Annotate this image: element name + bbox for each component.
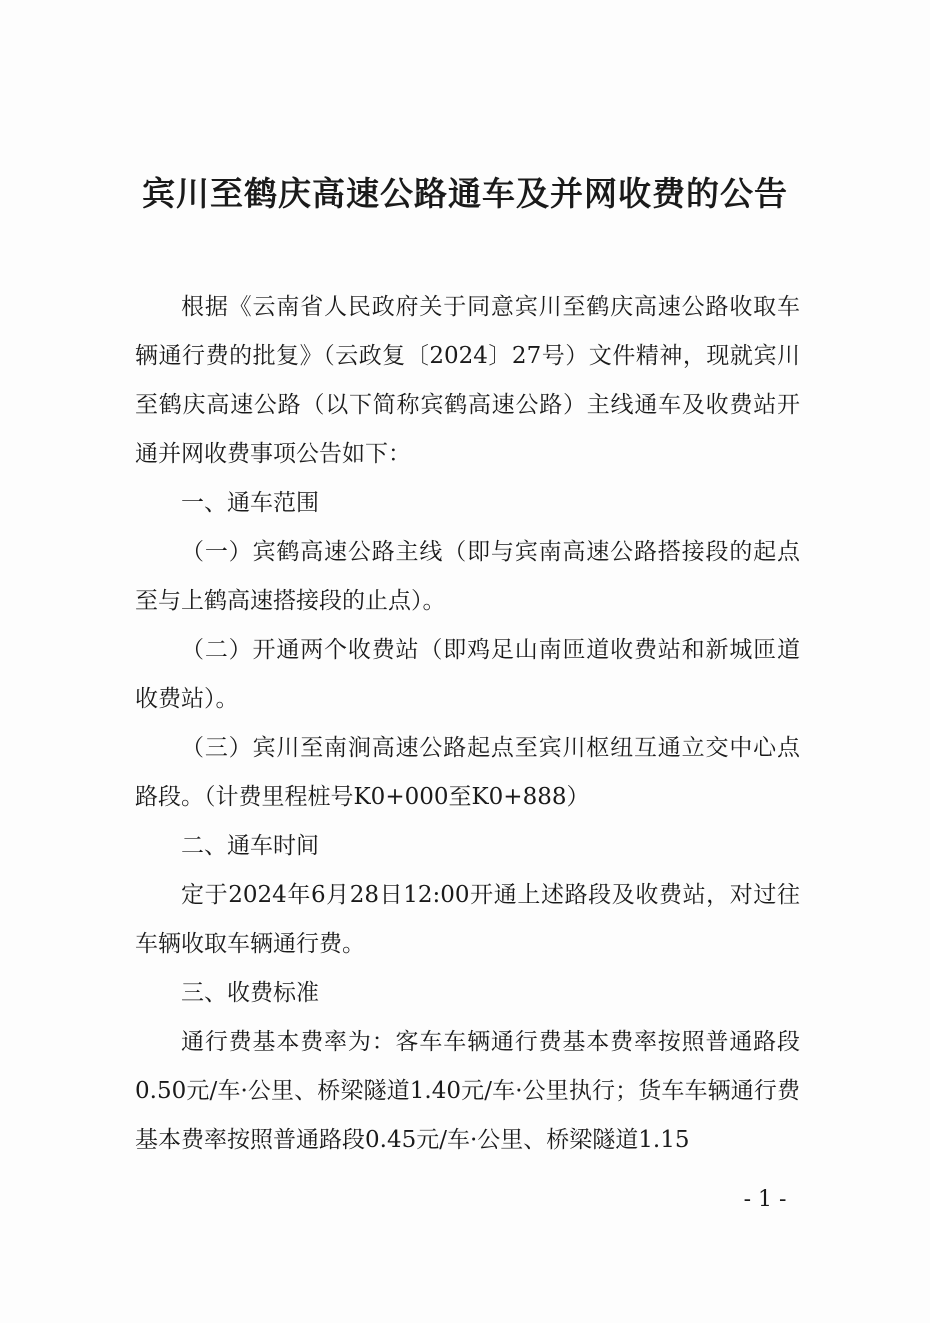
intro-paragraph: 根据《云南省人民政府关于同意宾川至鹤庆高速公路收取车辆通行费的批复》（云政复〔2024〕27号）文件精神，现就宾川至鹤庆高速公路（以下简称宾鹤高速公路）主线通车及收费站开通并网收费事项公告如下：	[135, 294, 800, 467]
section-heading-time: 二、通车时间	[181, 833, 319, 859]
time-paragraph: 定于2024年6月28日12:00开通上述路段及收费站，对过往车辆收取车辆通行费。	[135, 882, 800, 957]
document-title: 宾川至鹤庆高速公路通车及并网收费的公告	[142, 174, 788, 213]
section-heading-fees: 三、收费标准	[181, 980, 319, 1006]
section-heading-scope: 一、通车范围	[181, 490, 319, 516]
document-body	[135, 283, 800, 1165]
page-number: - 1 -	[743, 1187, 787, 1212]
scope-item-1: （一）宾鹤高速公路主线（即与宾南高速公路搭接段的起点至与上鹤高速搭接段的止点）。	[135, 539, 800, 614]
scope-item-2: （二）开通两个收费站（即鸡足山南匝道收费站和新城匝道收费站）。	[135, 637, 800, 712]
fees-paragraph: 通行费基本费率为：客车车辆通行费基本费率按照普通路段0.50元/车·公里、桥梁隧道1.40元/车·公里执行；货车车辆通行费基本费率按照普通路段0.45元/车·公里、桥梁隧道1.15	[135, 1029, 800, 1153]
scope-item-3: （三）宾川至南涧高速公路起点至宾川枢纽互通立交中心点路段。（计费里程桩号K0+000至K0+888）	[135, 735, 800, 810]
